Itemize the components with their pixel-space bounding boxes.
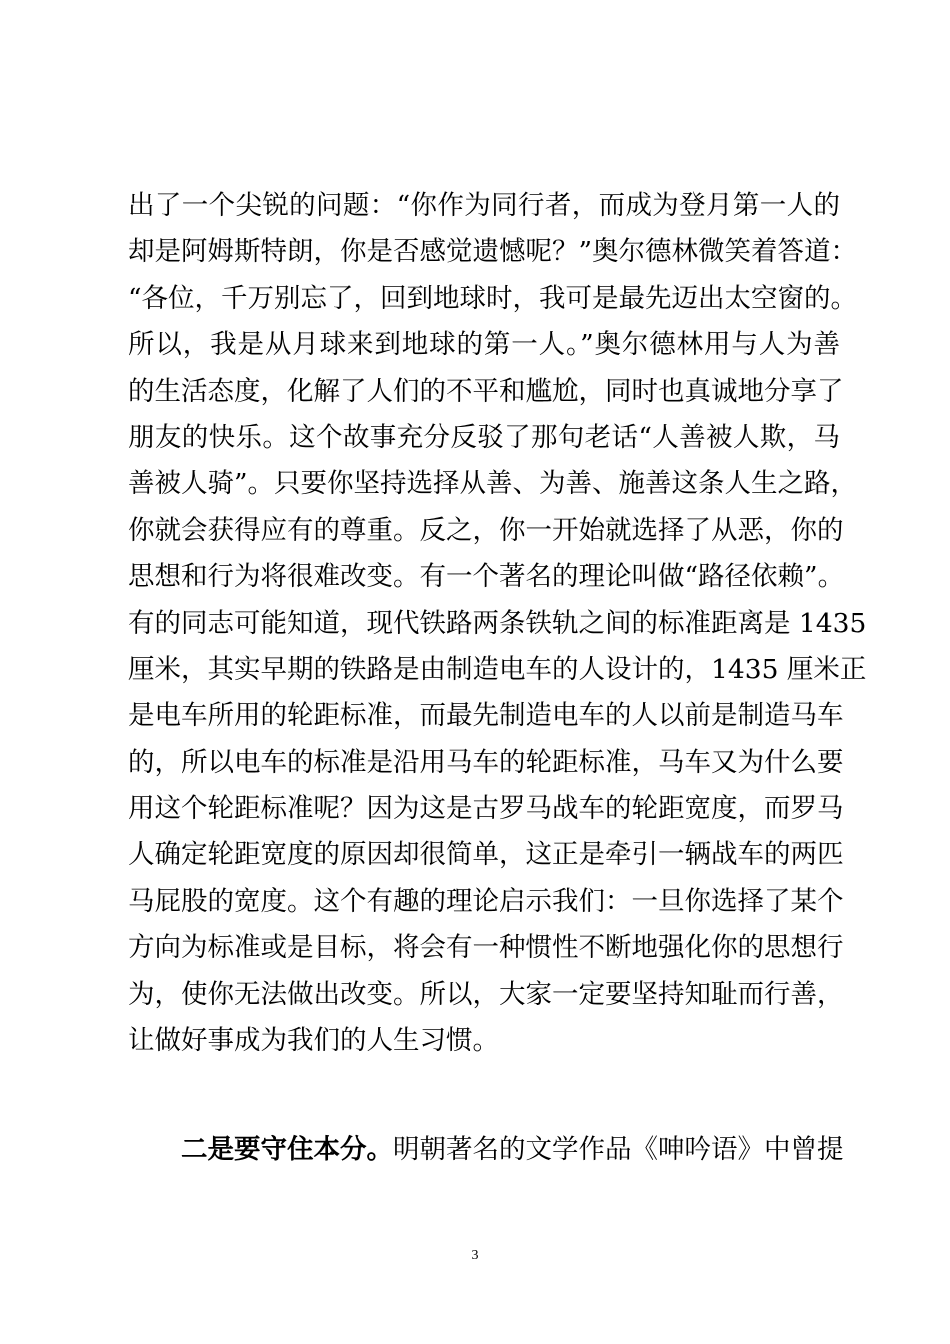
section-heading: 二是要守住本分。 [181,1134,393,1165]
text-line: “各位，千万别忘了，回到地球时，我可是最先迈出太空窗的。 [128,282,858,314]
text-line: 是电车所用的轮距标准，而最先制造电车的人以前是制造马车 [128,700,844,732]
page-number: 3 [471,1248,479,1263]
text-line: 方向为标准或是目标，将会有一种惯性不断地强化你的思想行 [128,932,844,964]
text-line: 用这个轮距标准呢？因为这是古罗马战车的轮距宽度，而罗马 [128,793,844,825]
text-line: 出了一个尖锐的问题：“你作为同行者，而成为登月第一人的 [128,190,840,221]
paragraph-text: 明朝著名的文学作品《呻吟语》中曾提 [393,1134,844,1165]
text-line: 人确定轮距宽度的原因却很简单，这正是牵引一辆战车的两匹 [128,839,844,871]
text-line: 却是阿姆斯特朗，你是否感觉遗憾呢？”奥尔德林微笑着答道： [128,236,858,268]
text-line: 善被人骑”。只要你坚持选择从善、为善、施善这条人生之路， [128,468,858,500]
text-line: 你就会获得应有的尊重。反之，你一开始就选择了从恶，你的 [128,514,844,546]
text-line: 为，使你无法做出改变。所以，大家一定要坚持知耻而行善， [128,978,844,1010]
text-line: 的生活态度，化解了人们的不平和尴尬，同时也真诚地分享了 [128,375,844,407]
text-line: 马屁股的宽度。这个有趣的理论启示我们：一旦你选择了某个 [128,885,844,917]
text-line: 思想和行为将很难改变。有一个著名的理论叫做“路径依赖”。 [128,561,845,593]
next-paragraph [128,1127,844,1173]
body-paragraph [128,183,867,1064]
text-line: 厘米，其实早期的铁路是由制造电车的人设计的，1435 厘米正 [128,653,867,685]
text-line: 朋友的快乐。这个故事充分反驳了那句老话“人善被人欺，马 [128,421,840,453]
text-line: 让做好事成为我们的人生习惯。 [128,1025,499,1057]
text-line: 所以，我是从月球来到地球的第一人。”奥尔德林用与人为善 [128,329,840,361]
text-line: 有的同志可能知道，现代铁路两条铁轨之间的标准距离是 1435 [128,607,867,639]
text-line: 的，所以电车的标准是沿用马车的轮距标准，马车又为什么要 [128,746,844,778]
